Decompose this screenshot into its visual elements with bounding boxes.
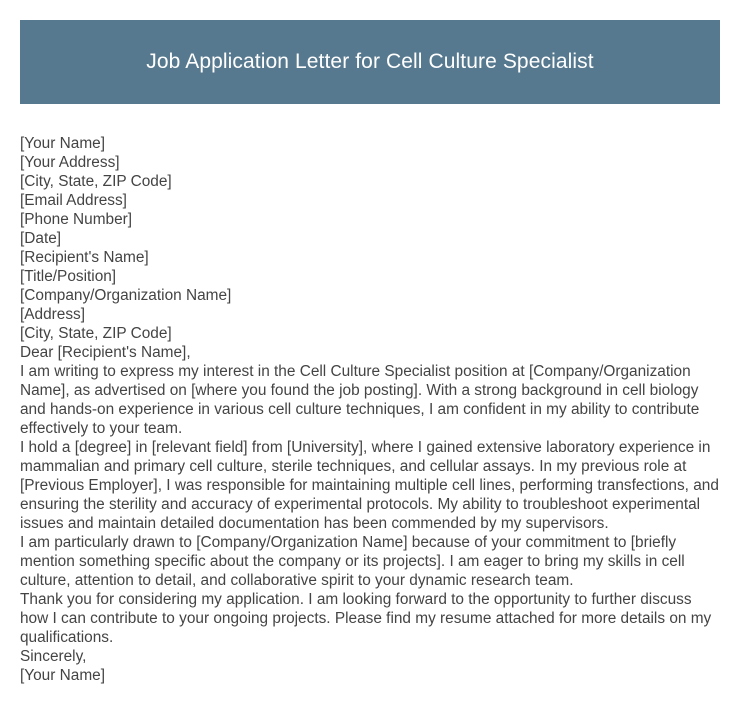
recipient-company: [Company/Organization Name] [20, 287, 232, 304]
sender-email: [Email Address] [20, 192, 127, 209]
recipient-address: [Address] [20, 306, 86, 323]
body-paragraph-experience: I hold a [degree] in [relevant field] from [University], where I gained extensive laboratory experience in mammalian and primary cell culture, sterile techniques, and cellular assays. In my previous role at [Previous Employer], I was responsible for maintaining multiple cell lines, performing transfections, and ensuring the sterility and accuracy of experimental protocols. My ability to troubleshoot experimental issues and maintain detailed documentation has been commended by my supervisors. [20, 439, 719, 532]
recipient-name: [Recipient's Name] [20, 249, 149, 266]
letter-date: [Date] [20, 230, 62, 247]
closing: Sincerely, [20, 648, 87, 665]
sender-city-state-zip: [City, State, ZIP Code] [20, 173, 172, 190]
sender-phone: [Phone Number] [20, 211, 133, 228]
body-paragraph-motivation: I am particularly drawn to [Company/Organization Name] because of your commitment to [briefly mention something specific about the company or its projects]. I am eager to bring my skills in cell culture, attention to detail, and collaborative spirit to your dynamic research team. [20, 534, 685, 589]
sender-block [20, 134, 722, 248]
sender-address: [Your Address] [20, 154, 120, 171]
page-title: Job Application Letter for Cell Culture Specialist [146, 50, 594, 73]
body-paragraph-closing: Thank you for considering my application. I am looking forward to the opportunity to further discuss how I can contribute to your ongoing projects. Please find my resume attached for more details on my qualifications. [20, 591, 712, 646]
signature: [Your Name] [20, 667, 105, 684]
letter-body [20, 134, 722, 685]
header-banner [20, 20, 720, 104]
salutation: Dear [Recipient's Name], [20, 344, 191, 361]
recipient-city-state-zip: [City, State, ZIP Code] [20, 325, 172, 342]
sender-name: [Your Name] [20, 135, 105, 152]
body-paragraph-intro: I am writing to express my interest in the Cell Culture Specialist position at [Company/Organization Name], as advertised on [where you found the job posting]. With a strong background in cell biology and hands-on experience in various cell culture techniques, I am confident in my ability to contribute effectively to your team. [20, 363, 700, 437]
recipient-title: [Title/Position] [20, 268, 117, 285]
recipient-block [20, 248, 722, 343]
